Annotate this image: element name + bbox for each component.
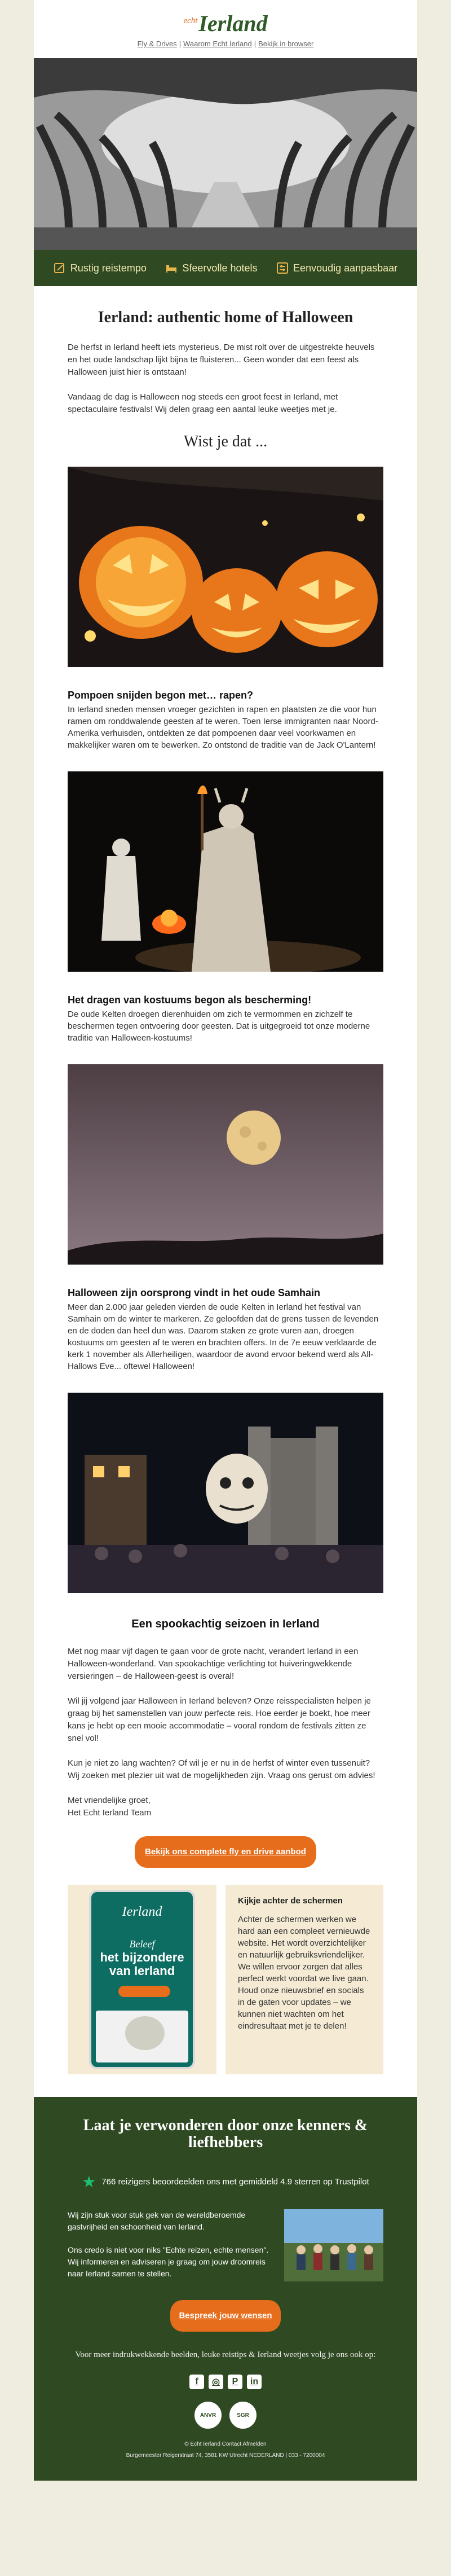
moon-illustration xyxy=(68,1064,383,1265)
trustpilot-star-icon: ★ xyxy=(82,2173,96,2191)
footer xyxy=(34,2097,417,2481)
usp-item xyxy=(276,262,397,274)
pen-icon xyxy=(54,262,66,274)
hero-trees-illustration xyxy=(34,58,417,250)
instagram-icon[interactable]: ◎ xyxy=(209,2375,223,2389)
pinterest-icon[interactable]: P xyxy=(228,2375,242,2389)
link-separator: | xyxy=(254,40,257,48)
link-waarom-echt-ierland[interactable]: Waarom Echt Ierland xyxy=(183,40,252,48)
phone-sheep-image xyxy=(125,2016,165,2050)
footer-title: Laat je verwonderen door onze kenners & liefhebbers xyxy=(83,2117,368,2151)
season-paragraph: Wil jij volgend jaar Halloween in Ierland beleven? Onze reisspecialisten helpen je graag bij het samenstellen van jouw perfecte reis. Hoe eerder je boekt, hoe meer kans je hebt op een mooie accommodatie – vooral rondom de festivals zitten ze snel vol! xyxy=(68,1696,371,1743)
behind-text: Achter de schermen werken we hard aan een compleet vernieuwde website. Het wordt overzichtelijker en natuurlijk gebruiksvriendelijker. We willen ervoor zorgen dat alles perfect werkt voordat we live gaan. Houd onze nieuwsbrief en socials in de gaten voor updates – we kunnen niet wachten om het eindresultaat met je te delen! xyxy=(238,1915,370,2031)
copyright-links[interactable]: © Echt Ierland Contact Afmelden xyxy=(184,2441,267,2447)
social-links xyxy=(68,2375,383,2389)
trustpilot-rating[interactable] xyxy=(68,2173,383,2191)
season-paragraph: Met nog maar vijf dagen te gaan voor de grote nacht, verandert Ierland in een Halloween-wonderland. Van spookachtige verlichting tot huiveringwekkende versieringen – de Halloween-geest is overal! xyxy=(68,1647,359,1681)
footer-text xyxy=(68,2209,271,2291)
parade-illustration xyxy=(68,1393,383,1593)
photo-samhain-costumes[interactable] xyxy=(68,771,383,972)
sliders-icon xyxy=(276,262,289,274)
fact-title: Het dragen van kostuums begon als bescherming! xyxy=(68,994,312,1006)
link-bekijk-in-browser[interactable]: Bekijk in browser xyxy=(258,40,314,48)
fact-text: Meer dan 2.000 jaar geleden vierden de oude Kelten in Ierland het festival van Samhain om de winter te markeren. Ze geloofden dat de grens tussen de levenden en de doden dan heel dun was. Daarom staken ze grote vuren aan, droegen kostuums om geesten af te weren en brachten offers. In de 7e eeuw verklaarde de kerk 1 november als Allerheiligen, waardoor de avond ervoor bekend werd als All-Hallows Eve... oftewel Halloween! xyxy=(68,1302,379,1371)
photo-full-moon[interactable] xyxy=(68,1064,383,1265)
follow-text: Voor meer indrukwekkende beelden, leuke reistips & Ierland weetjes volg je ons ook op: xyxy=(75,2350,376,2359)
linkedin-icon[interactable]: in xyxy=(247,2375,262,2389)
link-fly-drives[interactable]: Fly & Drives xyxy=(137,40,177,48)
greeting: Met vriendelijke groet, xyxy=(68,1796,151,1805)
usp-bar xyxy=(34,250,417,286)
bed-icon xyxy=(165,262,178,274)
company-address: Burgemeester Reigerstraat 74, 3581 KW Utrecht NEDERLAND | 033 - 7200004 xyxy=(126,2452,325,2459)
email-container xyxy=(34,0,417,2481)
usp-label: Eenvoudig aanpasbaar xyxy=(293,262,398,274)
fact-title: Pompoen snijden begon met… rapen? xyxy=(68,690,254,701)
footer-paragraph: Wij zijn stuk voor stuk gek van de wereldberoemde gastvrijheid en schoonheid van Ierland. xyxy=(68,2210,246,2231)
email-header xyxy=(34,0,417,58)
intro-paragraph: Vandaag de dag is Halloween nog steeds een groot feest in Ierland, met spectaculaire festivals! Wij delen graag een aantal leuke weetjes met je. xyxy=(68,392,338,414)
section-title: Wist je dat ... xyxy=(183,433,268,450)
anvr-badge: ANVR xyxy=(194,2402,222,2429)
phone-tagline: het bijzondere van Ierland xyxy=(100,1950,184,1978)
pumpkins-illustration xyxy=(68,467,383,667)
sgr-badge: SGR xyxy=(229,2402,257,2429)
logo-ierland: Ierland xyxy=(198,11,268,36)
phone-tagline-small: Beleef xyxy=(129,1938,155,1950)
rating-text: 766 reizigers beoordeelden ons met gemiddeld 4.9 sterren op Trustpilot xyxy=(101,2177,369,2187)
footer-paragraph: Ons credo is niet voor niks "Echte reizen, echte mensen". Wij informeren en adviseren je graag om jouw droomreis naar Ierland samen te stellen. xyxy=(68,2245,269,2278)
behind-text-box xyxy=(226,1885,383,2074)
photo-carved-pumpkins[interactable] xyxy=(68,467,383,667)
hero-image-dark-hedges[interactable] xyxy=(34,58,417,250)
season-title: Een spookachtig seizoen in Ierland xyxy=(131,1618,320,1630)
fly-drive-offer-button[interactable]: Bekijk ons complete fly en drive aanbod xyxy=(135,1836,316,1868)
footer-row xyxy=(68,2209,383,2291)
certification-badges xyxy=(68,2402,383,2429)
fact-title: Halloween zijn oorsprong vindt in het oude Samhain xyxy=(68,1287,321,1298)
photo-halloween-parade[interactable] xyxy=(68,1393,383,1593)
usp-label: Sfeervolle hotels xyxy=(182,262,258,274)
team-photo xyxy=(284,2209,383,2281)
phone-logo: Ierland xyxy=(122,1904,162,1919)
behind-the-scenes-block xyxy=(68,1885,383,2074)
behind-title: Kijkje achter de schermen xyxy=(238,1896,343,1906)
costumes-illustration xyxy=(68,771,383,972)
fact-text: De oude Kelten droegen dierenhuiden om zich te vermommen en zichzelf te beschermen tegen ontvoering door geesten. Dat is uitgegroeid tot onze moderne traditie van Halloween-kostuums! xyxy=(68,1010,370,1043)
link-separator: | xyxy=(179,40,182,48)
main-content xyxy=(34,286,417,2074)
phone-mockup xyxy=(89,1890,195,2069)
top-links xyxy=(34,40,417,48)
intro-paragraph: De herfst in Ierland heeft iets mysterieus. De mist rolt over de uitgestrekte heuvels en het oude landschap lijkt bijna te fluisteren... Geen wonder dat een feest als Halloween juist hier is ontstaan! xyxy=(68,343,375,377)
fact-text: In Ierland sneden mensen vroeger gezichten in rapen en plaatsten ze die voor hun ramen om ronddwalende geesten af te weren. Toen Ierse immigranten naar Noord-Amerika verhuisden, ontdekten ze dat pompoenen daar veel voorkwamen en makkelijker waren om te bewerken. Zo ontstond de traditie van de Jack O'Lantern! xyxy=(68,705,378,750)
intro-title: Ierland: authentic home of Halloween xyxy=(98,309,353,326)
logo-echt: echt xyxy=(183,16,198,25)
phone-preview-box xyxy=(68,1885,216,2074)
signature: Het Echt Ierland Team xyxy=(68,1808,152,1818)
discuss-wishes-button[interactable]: Bespreek jouw wensen xyxy=(170,2300,281,2332)
usp-item xyxy=(54,262,147,274)
facebook-icon[interactable]: f xyxy=(189,2375,204,2389)
phone-cta-shape xyxy=(118,1986,170,1997)
usp-item xyxy=(165,262,257,274)
team-photo-illustration xyxy=(284,2209,383,2281)
usp-label: Rustig reistempo xyxy=(70,262,147,274)
brand-logo[interactable] xyxy=(34,12,417,35)
season-paragraph: Kun je niet zo lang wachten? Of wil je er nu in de herfst of winter even tussenuit? Wij zoeken met plezier uit wat de mogelijkheden zijn. Vraag ons gerust om advies! xyxy=(68,1758,375,1780)
